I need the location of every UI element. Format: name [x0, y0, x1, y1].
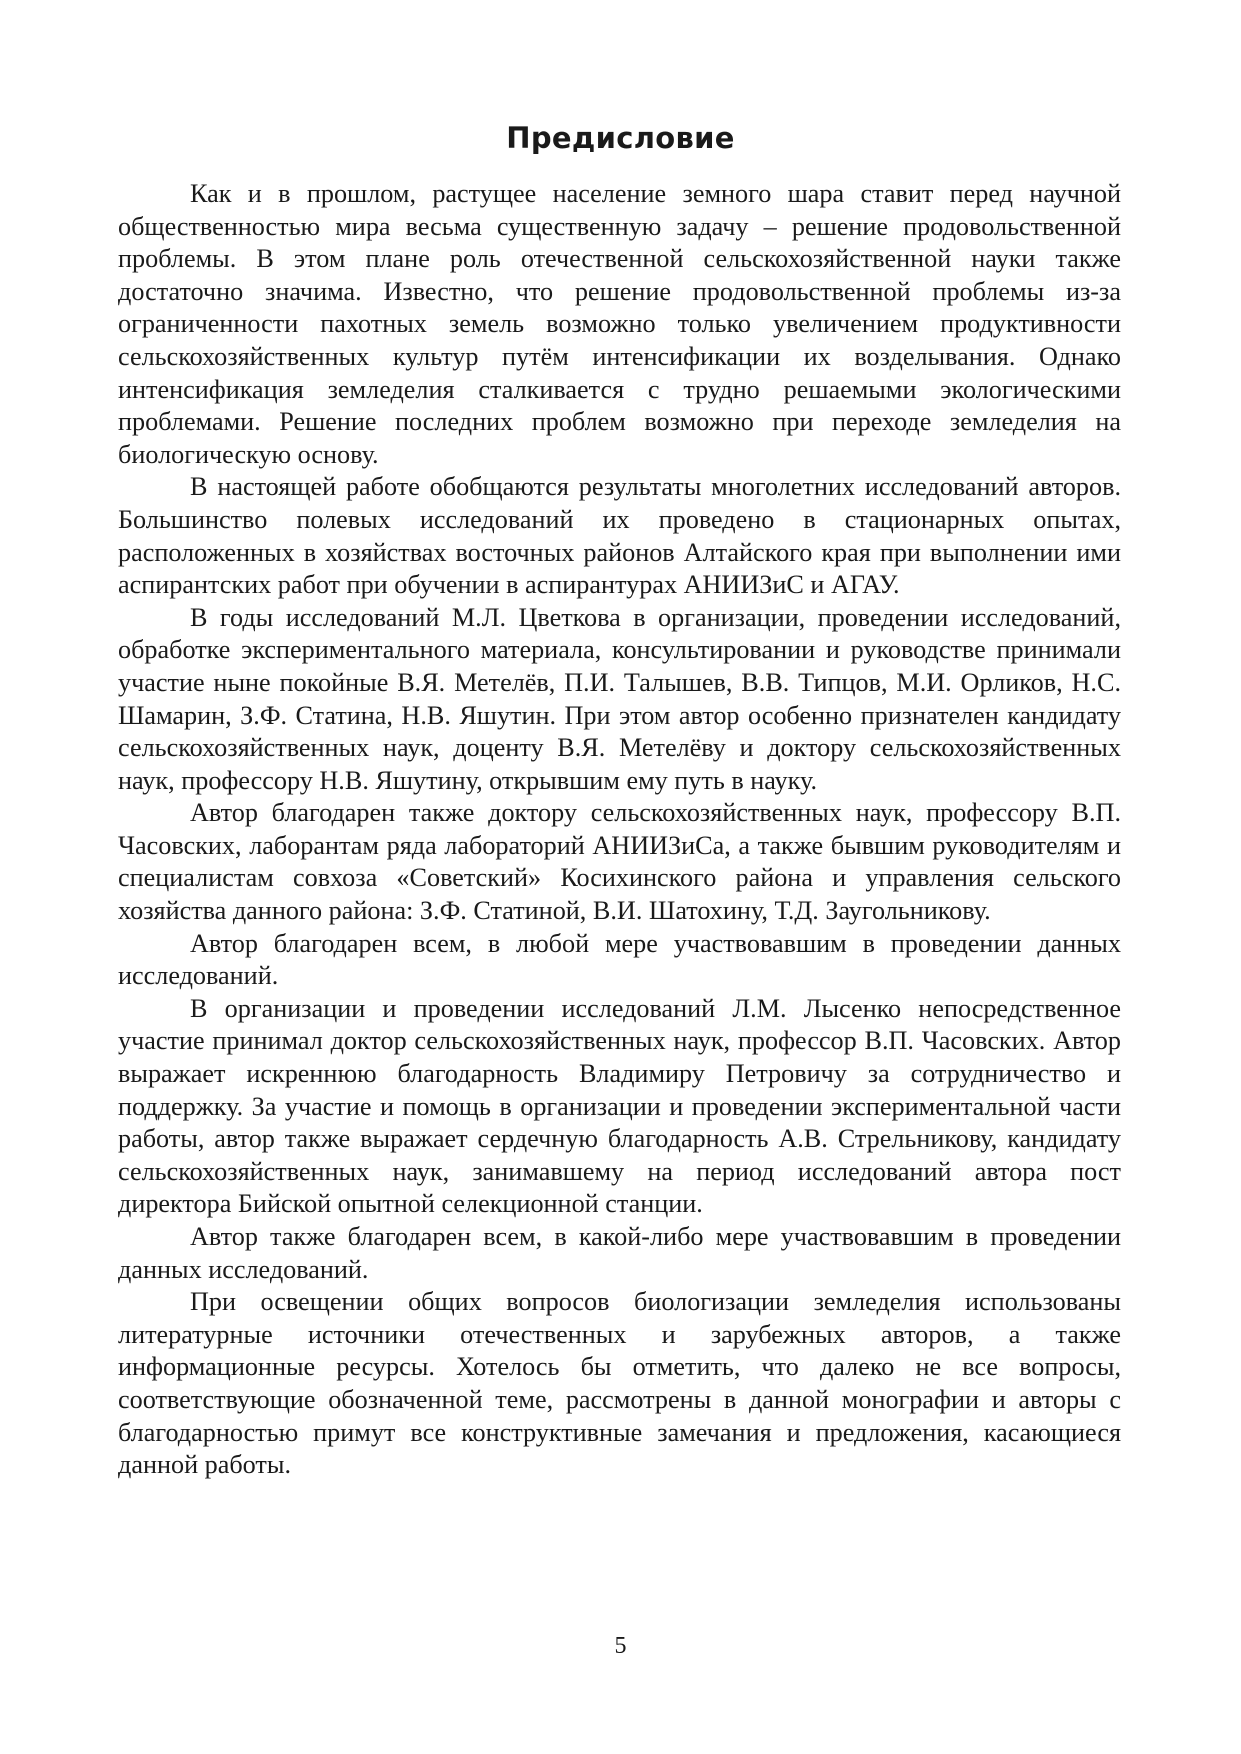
paragraph: Как и в прошлом, растущее население земного шара ставит перед научной общественностью мира весьма существенную задачу – решение продовольственной проблемы. В этом плане роль отечественной сельскохозяйственной науки также достаточно значима. Известно, что решение продовольственной проблемы из-за ограниченности пахотных земель возможно только увеличением продуктивности сельскохозяйственных культур путём интенсификации их возделывания. Однако интенсификация земледелия сталкивается с трудно решаемыми экологическими проблемами. Решение последних проблем возможно при переходе земледелия на биологическую основу. [118, 179, 1121, 469]
paragraph: В годы исследований М.Л. Цветкова в организации, проведении исследований, обработке экспериментального материала, консультировании и руководстве принимали участие ныне покойные В.Я. Метелёв, П.И. Талышев, В.В. Типцов, М.И. Орликов, Н.С. Шамарин, З.Ф. Статина, Н.В. Яшутин. При этом автор особенно признателен кандидату сельскохозяйственных наук, доценту В.Я. Метелёву и доктору сельскохозяйственных наук, профессору Н.В. Яшутину, открывшим ему путь в науку. [118, 602, 1121, 795]
page-title: Предисловие [506, 121, 735, 155]
body-text [118, 178, 1121, 1482]
paragraph: Автор также благодарен всем, в какой-либо мере участвовавшим в проведении данных исследований. [118, 1222, 1121, 1284]
paragraph: В организации и проведении исследований Л.М. Лысенко непосредственное участие принимал доктор сельскохозяйственных наук, профессор В.П. Часовских. Автор выражает искреннюю благодарность Владимиру Петровичу за сотрудничество и поддержку. За участие и помощь в организации и проведении экспериментальной части работы, автор также выражает сердечную благодарность А.В. Стрельникову, кандидату сельскохозяйственных наук, занимавшему на период исследований автора пост директора Бийской опытной селекционной станции. [118, 993, 1121, 1219]
paragraph: Автор благодарен всем, в любой мере участвовавшим в проведении данных исследований. [118, 928, 1121, 991]
page-number: 5 [614, 1633, 627, 1659]
paragraph: Автор благодарен также доктору сельскохозяйственных наук, профессору В.П. Часовских, лаборантам ряда лабораторий АНИИЗиСа, а также бывшим руководителям и специалистам совхоза «Советский» Косихинского района и управления сельского хозяйства данного района: З.Ф. Статиной, В.И. Шатохину, Т.Д. Заугольникову. [118, 798, 1121, 926]
paragraph: При освещении общих вопросов биологизации земледелия использованы литературные источники отечественных и зарубежных авторов, а также информационные ресурсы. Хотелось бы отметить, что далеко не все вопросы, соответствующие обозначенной теме, рассмотрены в данной монографии и авторы с благодарностью примут все конструктивные замечания и предложения, касающиеся данной работы. [118, 1287, 1121, 1480]
paragraph: В настоящей работе обобщаются результаты многолетних исследований авторов. Большинство полевых исследований их проведено в стационарных опытах, расположенных в хозяйствах восточных районов Алтайского края при выполнении ими аспирантских работ при обучении в аспирантурах АНИИЗиС и АГАУ. [118, 472, 1121, 600]
